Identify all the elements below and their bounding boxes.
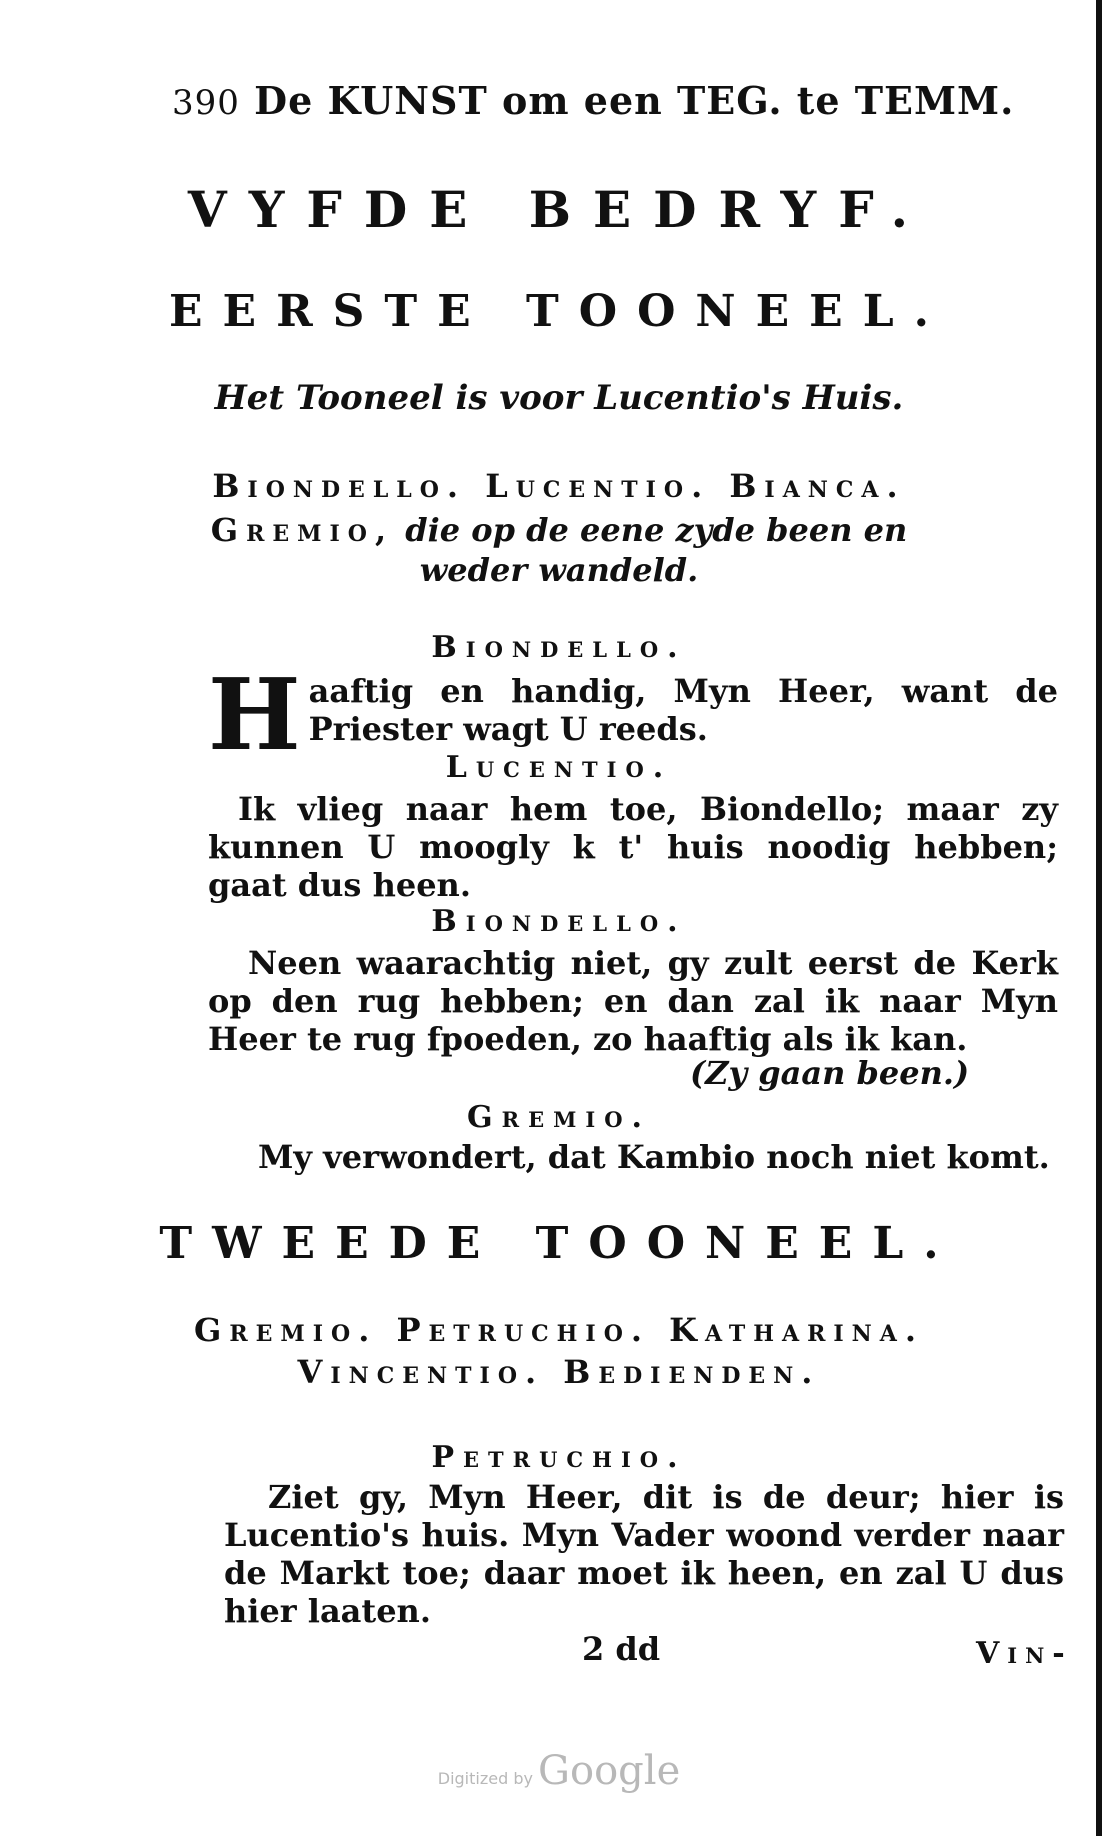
scene-2-cast-line-2: Vincentio. Bedienden. [297, 1353, 821, 1391]
speaker-petruchio: Petruchio. [431, 1440, 687, 1475]
speaker-biondello-2: Biondello. [431, 904, 687, 939]
watermark-brand: Google [538, 1748, 681, 1794]
scene-1-title: EERSTE TOONEEL. [169, 286, 949, 337]
scene-1-cast-line-3: weder wandeld. [419, 551, 699, 589]
catchword: Vin- [976, 1636, 1073, 1671]
running-title: De KUNST om een TEG. te TEMM. [254, 78, 1015, 123]
speaker-biondello-1: Biondello. [431, 630, 687, 665]
page-number: 390 [172, 83, 240, 123]
stage-direction: (Zy gaan been.) [690, 1054, 970, 1092]
speech-petruchio: Ziet gy, Myn Heer, dit is de deur; hier is Lucentio's huis. Myn Vader woond verder naar de Markt toe; daar moet ik heen, en zal U dus hier laaten. [224, 1478, 1064, 1630]
speech-gremio: My verwondert, dat Kambio noch niet komt. [258, 1138, 1050, 1176]
scene-2-cast-line-1: Gremio. Petruchio. Katharina. [194, 1311, 924, 1349]
scene-1-cast-line-2 [0, 510, 1118, 550]
signature-mark: 2 dd [582, 1630, 661, 1668]
speaker-gremio: Gremio. [467, 1100, 651, 1135]
speaker-lucentio: Lucentio. [445, 750, 673, 785]
scene-1-cast-line-1: Biondello. Lucentio. Bianca. [212, 467, 906, 505]
drop-cap: H [208, 658, 301, 773]
digitized-by-watermark [0, 1748, 1118, 1794]
speech-lucentio: Ik vlieg naar hem toe, Biondello; maar zy kunnen U moogly k t' huis noodig hebben; gaat dus heen. [208, 790, 1058, 904]
scene-1-setting: Het Tooneel is voor Lucentio's Huis. [214, 378, 904, 418]
watermark-prefix: Digitized by [437, 1769, 533, 1788]
speech-biondello-2: Neen waarachtig niet, gy zult eerst de Kerk op den rug hebben; en dan zal ik naar Myn Heer te rug fpoeden, zo haaftig als ik kan. [208, 944, 1058, 1058]
scene-2-title: TWEEDE TOONEEL. [159, 1218, 959, 1269]
running-header [172, 78, 1014, 123]
act-title: VYFDE BEDRYF. [187, 180, 931, 239]
cast-name-gremio: Gremio, [210, 511, 395, 549]
cast-direction: die op de eene zyde been en [394, 511, 908, 549]
speech-text: aaftig en handig, Myn Heer, want de Priester wagt U reeds. [308, 672, 1058, 748]
